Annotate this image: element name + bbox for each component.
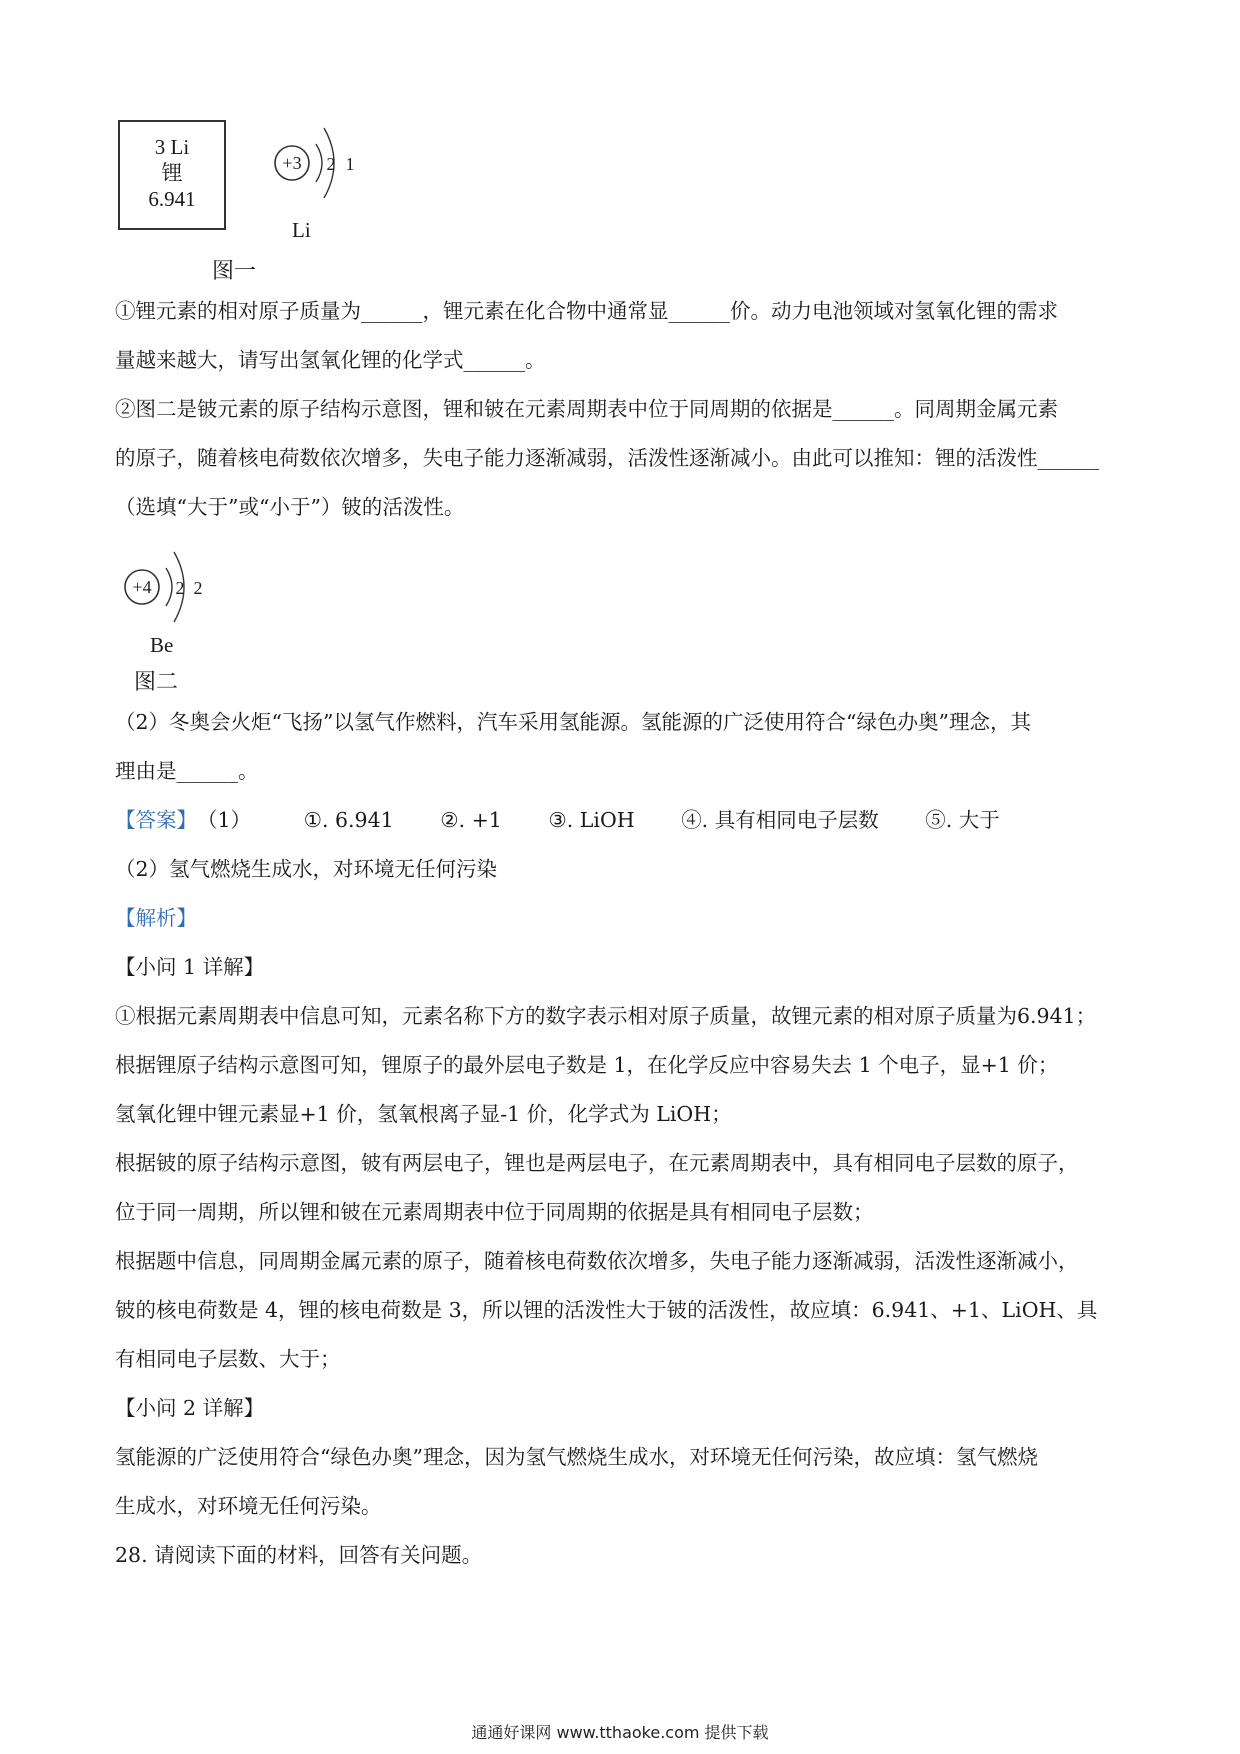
element-mass: 6.941: [148, 187, 196, 211]
be-shell-1-count: 2: [175, 578, 185, 598]
sub1-line-8: 有相同电子层数、大于；: [115, 1347, 341, 1371]
li-shell-2-count: 1: [345, 154, 355, 174]
li-atom-symbol: Li: [292, 218, 311, 242]
q1-1-line-1: ①锂元素的相对原子质量为______，锂元素在化合物中通常显______价。动力电池领域对氢氧化锂的需求: [115, 299, 1058, 323]
sub1-line-5: 位于同一周期，所以锂和铍在元素周期表中位于同周期的依据是具有相同电子层数；: [115, 1200, 874, 1224]
li-atom-structure-diagram: [268, 106, 368, 216]
be-atom-structure-diagram: [118, 530, 218, 640]
be-nucleus-charge: +4: [132, 577, 152, 597]
answer-item-1: ①. 6.941: [303, 808, 394, 832]
be-atom-symbol: Be: [150, 633, 174, 657]
sub2-title: 【小问 2 详解】: [115, 1396, 265, 1420]
li-shell-1-count: 2: [326, 154, 336, 174]
sub2-line-2: 生成水，对环境无任何污染。: [115, 1494, 382, 1518]
answer-item-2: ②. +1: [440, 808, 502, 832]
sub1-line-2: 根据锂原子结构示意图可知，锂原子的最外层电子数是 1，在化学反应中容易失去 1 个电子，显+1 价；: [115, 1053, 1059, 1077]
sub1-line-3: 氢氧化锂中锂元素显+1 价，氢氧根离子显-1 价，化学式为 LiOH；: [115, 1102, 732, 1126]
answer-part1-label: （1）: [197, 808, 252, 832]
be-shell-arc-1: [166, 568, 172, 606]
answer-tag: 【答案】: [115, 808, 197, 832]
q1-2-line-3: （选填“大于”或“小于”）铍的活泼性。: [115, 495, 465, 519]
q1-2-line-2: 的原子，随着核电荷数依次增多，失电子能力逐渐减弱，活泼性逐渐减小。由此可以推知：锂的活泼性______: [115, 446, 1099, 470]
sub1-title: 【小问 1 详解】: [115, 955, 265, 979]
sub1-line-1: ①根据元素周期表中信息可知，元素名称下方的数字表示相对原子质量，故锂元素的相对原子质量为6.941；: [115, 1004, 1097, 1028]
q1-1-line-2: 量越来越大，请写出氢氧化锂的化学式______。: [115, 348, 546, 372]
figure-2-caption: 图二: [134, 670, 179, 695]
sub2-line-1: 氢能源的广泛使用符合“绿色办奥”理念，因为氢气燃烧生成水，对环境无任何污染，故应填：氢气燃烧: [115, 1445, 1038, 1469]
element-number-symbol: 3 Li: [154, 135, 190, 159]
question-28: 28. 请阅读下面的材料，回答有关问题。: [115, 1543, 483, 1567]
sub1-line-7: 铍的核电荷数是 4，锂的核电荷数是 3，所以锂的活泼性大于铍的活泼性，故应填：6.941、+1、LiOH、具: [115, 1298, 1098, 1322]
answer-item-3: ③. LiOH: [548, 808, 635, 832]
li-nucleus-charge: +3: [282, 153, 302, 173]
page-footer: 通通好课网 www.tthaoke.com 提供下载: [471, 1723, 769, 1742]
sub1-line-6: 根据题中信息，同周期金属元素的原子，随着核电荷数依次增多，失电子能力逐渐减弱，活泼性逐渐减小，: [115, 1249, 1079, 1273]
answer-item-4: ④. 具有相同电子层数: [681, 808, 879, 832]
figure-1-caption: 图一: [212, 259, 257, 284]
answer-item-5: ⑤. 大于: [925, 808, 1000, 832]
li-shell-arc-1: [316, 144, 322, 182]
q2-line-1: （2）冬奥会火炬“飞扬”以氢气作燃料，汽车采用氢能源。氢能源的广泛使用符合“绿色办奥”理念，其: [115, 710, 1031, 734]
sub1-line-4: 根据铍的原子结构示意图，铍有两层电子，锂也是两层电子，在元素周期表中，具有相同电子层数的原子，: [115, 1151, 1079, 1175]
answer-part2: （2）氢气燃烧生成水，对环境无任何污染: [115, 857, 498, 881]
element-name: 锂: [161, 161, 183, 185]
analysis-tag: 【解析】: [115, 906, 197, 930]
periodic-table-cell: [118, 120, 226, 230]
q1-2-line-1: ②图二是铍元素的原子结构示意图，锂和铍在元素周期表中位于同周期的依据是______。同周期金属元素: [115, 397, 1058, 421]
be-shell-2-count: 2: [193, 578, 203, 598]
answer-row: [115, 805, 1000, 835]
q2-line-2: 理由是______。: [115, 759, 259, 783]
